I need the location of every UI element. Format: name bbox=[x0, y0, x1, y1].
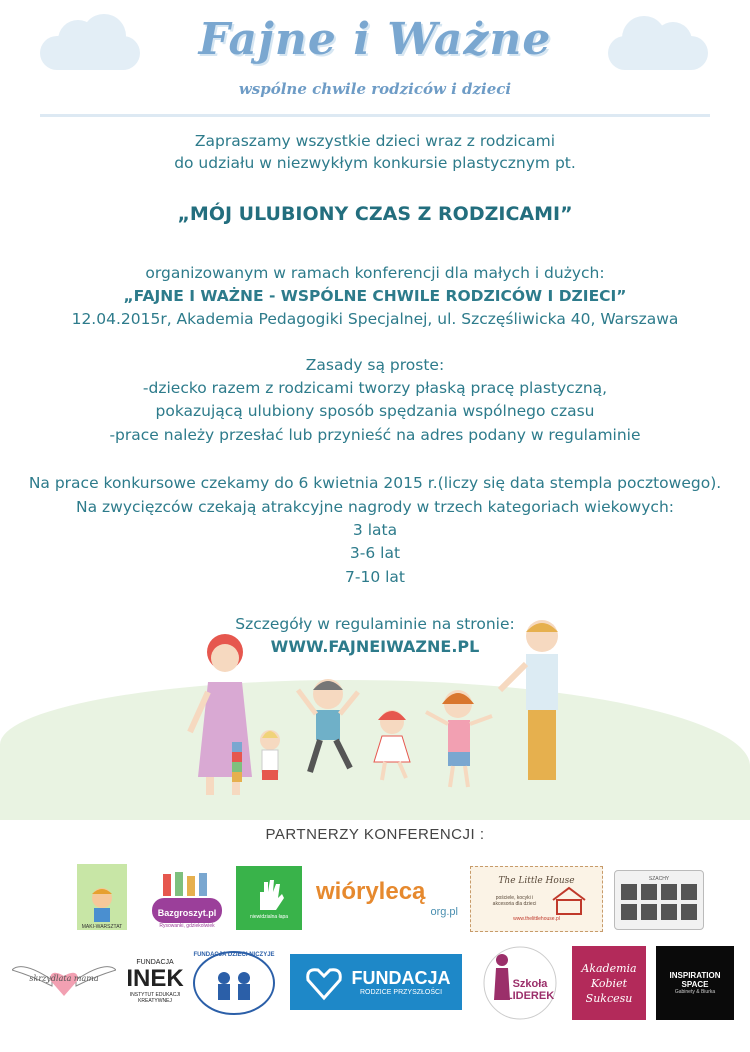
partner-logo-akademia-kobiet-sukcesu[interactable]: Akademia Kobiet Sukcesu bbox=[572, 946, 646, 1020]
age-category-2: 3-6 lat bbox=[349, 544, 401, 562]
age-category-3: 7-10 lat bbox=[345, 568, 405, 586]
intro-line-1: Zapraszamy wszystkie dzieci wraz z rodzicami bbox=[194, 132, 556, 150]
rule-1b: pokazującą ulubiony sposób spędzania wspólnego czasu bbox=[155, 402, 595, 420]
small-girl-figure bbox=[374, 710, 410, 780]
partner-logo-dzieci-niczyje[interactable]: FUNDACJA DZIECI NICZYJE bbox=[192, 950, 276, 1016]
partner-logo-maki[interactable]: MAKI-WARSZTAT bbox=[77, 864, 127, 930]
rule-1a: -dziecko razem z rodzicami tworzy płaską pracę plastyczną, bbox=[142, 379, 608, 397]
website-link[interactable]: WWW.FAJNEIWAZNE.PL bbox=[270, 637, 480, 656]
father-figure bbox=[500, 620, 558, 780]
event-logo-subtitle: wspólne chwile rodziców i dzieci bbox=[238, 80, 512, 98]
header-divider bbox=[40, 114, 710, 117]
partners-title: PARTNERZY KONFERENCJI : bbox=[265, 826, 485, 843]
boy-icon bbox=[82, 884, 122, 924]
deadline-line: Na prace konkursowe czekamy do 6 kwietnia 2015 r.(liczy się data stempla pocztowego). bbox=[28, 474, 722, 492]
partner-logo-skrzydlata-mama[interactable]: skrzydlata mama bbox=[12, 950, 116, 1010]
contest-title: „MÓJ ULUBIONY CZAS Z RODZICAMI” bbox=[177, 203, 573, 225]
heart-hands-icon bbox=[302, 960, 346, 1004]
prizes-line: Na zwycięzców czekają atrakcyjne nagrody w trzech kategoriach wiekowych: bbox=[76, 498, 674, 516]
toddler-figure bbox=[260, 730, 280, 780]
girl-figure bbox=[426, 690, 492, 787]
partner-logo-niewidzialna-lapa[interactable]: niewidzialna łapa bbox=[236, 866, 302, 930]
partner-logo-wiorylеca[interactable]: wiórylecą org.pl bbox=[316, 878, 458, 918]
house-icon bbox=[549, 886, 589, 916]
details-text: Szczegóły w regulaminie na stronie: bbox=[235, 615, 515, 633]
family-illustration bbox=[170, 612, 590, 802]
partner-logo-bazgroszyt[interactable]: Bazgroszyt.pl Rysowanki, gdziekolwiek bbox=[148, 866, 226, 932]
organized-line-1: organizowanym w ramach konferencji dla małych i dużych: bbox=[145, 264, 605, 282]
intro-line-2: do udziału w niezwykłym konkursie plastycznym pt. bbox=[174, 154, 576, 172]
hand-icon bbox=[250, 876, 288, 914]
partner-logo-inspiration-space[interactable]: INSPIRATION SPACE Gabinety & Biurka bbox=[656, 946, 734, 1020]
toy-blocks bbox=[232, 742, 242, 782]
boy-figure bbox=[298, 679, 358, 772]
partner-logo-inek[interactable]: FUNDACJA INEK INSTYTUT EDUKACJI KREATYWNEJ bbox=[126, 958, 184, 1004]
rule-2: -prace należy przesłać lub przynieść na adres podany w regulaminie bbox=[109, 426, 641, 444]
rules-intro: Zasady są proste: bbox=[305, 356, 445, 374]
chess-pieces-icon bbox=[619, 882, 699, 924]
conference-date-location: 12.04.2015r, Akademia Pedagogiki Specjalnej, ul. Szczęśliwicka 40, Warszawa bbox=[71, 310, 679, 328]
mother-figure bbox=[190, 634, 252, 795]
event-logo-title: Fajne i Ważne bbox=[198, 14, 552, 65]
conference-name: „FAJNE I WAŻNE - WSPÓLNE CHWILE RODZICÓW I DZIECI” bbox=[123, 287, 627, 305]
partner-logo-rodzice-przyszlosci[interactable]: FUNDACJA RODZICE PRZYSZŁOŚCI bbox=[290, 954, 462, 1010]
children-icon bbox=[192, 950, 276, 1016]
partner-logo-szachy[interactable]: SZACHY bbox=[614, 870, 704, 930]
partner-logo-szkola-liderek[interactable]: Szkoła LIDEREK bbox=[480, 944, 560, 1022]
age-category-1: 3 lata bbox=[352, 521, 398, 539]
crayons-icon bbox=[157, 870, 217, 898]
partner-logo-little-house[interactable]: The Little House pościele, kocyki i akcesoria dla dzieci www.thelittlehouse.pl bbox=[470, 866, 603, 932]
